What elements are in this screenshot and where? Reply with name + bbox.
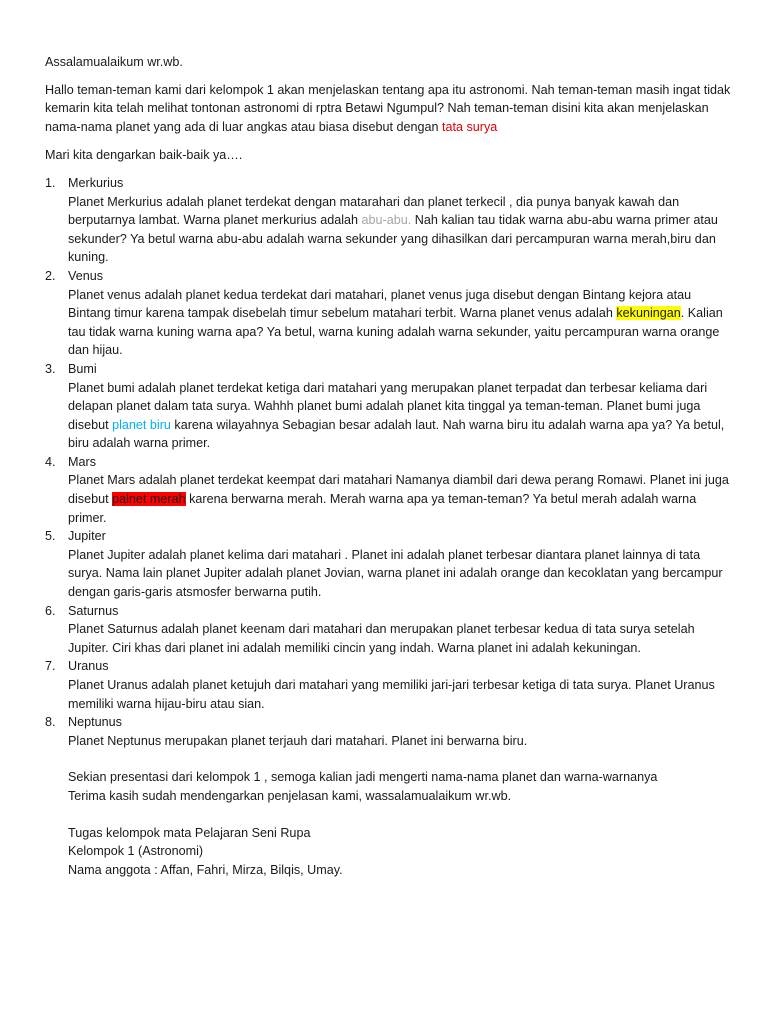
- list-item-uranus: [45, 657, 735, 713]
- list-item-jupiter: [45, 527, 735, 601]
- list-number: 8.: [45, 715, 56, 730]
- list-number: 5.: [45, 529, 56, 544]
- list-number: 7.: [45, 659, 56, 674]
- highlight-kekuningan: kekuningan: [616, 306, 681, 321]
- footer-line-subject: Tugas kelompok mata Pelajaran Seni Rupa: [68, 825, 311, 840]
- planet-description: Planet Saturnus adalah planet keenam dari matahari dan merupakan planet terbesar kedua di tata surya setelah Jupiter. Ciri khas dari planet ini adalah memiliki cincin yang indah. Warna planet ini adalah kekuningan.: [68, 622, 695, 655]
- list-item-venus: [45, 267, 735, 360]
- list-item-neptunus: [45, 713, 735, 750]
- planet-name: Jupiter: [68, 529, 106, 544]
- planet-description: [68, 471, 735, 527]
- description-text: karena wilayahnya Sebagian besar adalah laut. Nah warna biru itu adalah warna apa ya? Ya betul, biru adalah warna primer.: [68, 417, 725, 451]
- description-text: Nah kalian tau tidak warna abu-abu warna primer atau sekunder? Ya betul warna abu-abu adalah warna sekunder yang dihasilkan dari percampuran warna merah,biru dan kuning.: [68, 213, 718, 265]
- footer-line-group: Kelompok 1 (Astronomi): [68, 844, 204, 859]
- footer-line-members: Nama anggota : Affan, Fahri, Mirza, Bilqis, Umay.: [68, 862, 343, 877]
- list-item-merkurius: [45, 174, 735, 267]
- greeting: Assalamualaikum wr.wb.: [45, 55, 183, 69]
- intro-text: Hallo teman-teman kami dari kelompok 1 akan menjelaskan tentang apa itu astronomi. Nah teman-teman masih ingat tidak kemarin kita telah melihat tontonan astronomi di rptra Betawi Ngumpul? Nah teman-teman disini kita akan menjelaskan nama-nama planet yang ada di luar angkas atau biasa disebut dengan: [45, 82, 731, 134]
- document-page: [45, 53, 735, 879]
- planet-description: [68, 286, 735, 360]
- planet-description: Planet Neptunus merupakan planet terjauh dari matahari. Planet ini berwarna biru.: [68, 733, 528, 748]
- planet-list: [45, 174, 735, 750]
- planet-name: Neptunus: [68, 715, 122, 730]
- highlight-planet-biru: planet biru: [112, 417, 171, 432]
- planet-name: Mars: [68, 454, 96, 469]
- footer-credits: [45, 824, 735, 880]
- planet-name: Saturnus: [68, 603, 119, 618]
- planet-name: Uranus: [68, 659, 109, 674]
- list-number: 4.: [45, 454, 56, 469]
- list-number: 6.: [45, 603, 56, 618]
- description-text: . Kalian tau tidak warna kuning warna apa? Ya betul, warna kuning adalah warna sekunder, yaitu percampuran warna orange dan hijau.: [68, 306, 723, 358]
- list-number: 3.: [45, 361, 56, 376]
- list-item-saturnus: [45, 602, 735, 658]
- description-text: Planet bumi adalah planet terdekat ketiga dari matahari yang merupakan planet terpadat dan terbesar keliama dari delapan planet dalam tata surya. Wahhh planet bumi adalah planet kita tinggal ya teman-teman. Planet bumi juga disebut: [68, 380, 708, 432]
- invite-line: Mari kita dengarkan baik-baik ya….: [45, 148, 243, 163]
- planet-name: Bumi: [68, 361, 97, 376]
- description-text: Planet Mars adalah planet terdekat keempat dari matahari Namanya diambil dari dewa perang Romawi. Planet ini juga disebut: [68, 473, 729, 507]
- list-number: 1.: [45, 175, 56, 190]
- highlight-abu-abu: abu-abu.: [361, 213, 412, 228]
- planet-description: Planet Jupiter adalah planet kelima dari matahari . Planet ini adalah planet terbesar diantara planet lainnya di tata surya. Nama lain planet Jupiter adalah planet Jovian, warna planet ini adalah orange dan kecoklatan yang bercampur dengan garis-garis atsmosfer berwarna putih.: [68, 547, 723, 600]
- list-item-bumi: [45, 360, 735, 453]
- planet-name: Merkurius: [68, 175, 124, 190]
- intro-paragraph: [45, 81, 735, 137]
- planet-description: [68, 379, 735, 453]
- closing-line: Sekian presentasi dari kelompok 1 , semoga kalian jadi mengerti nama-nama planet dan warna-warnanya: [68, 770, 658, 785]
- planet-name: Venus: [68, 268, 104, 283]
- planet-description: [68, 193, 735, 267]
- planet-description: Planet Uranus adalah planet ketujuh dari matahari yang memiliki jari-jari terbesar ketiga di tata surya. Planet Uranus memiliki warna hijau-biru atau sian.: [68, 678, 715, 711]
- description-text: Planet Merkurius adalah planet terdekat dengan matarahari dan planet terkecil , dia punya banyak kawah dan berputarnya lambat. Warna planet merkurius adalah: [68, 194, 680, 228]
- list-item-mars: [45, 453, 735, 527]
- list-number: 2.: [45, 268, 56, 283]
- highlight-palnet-merah: palnet merah: [112, 492, 186, 507]
- description-text: Planet venus adalah planet kedua terdekat dari matahari, planet venus juga disebut dengan Bintang kejora atau Bintang timur karena tampak disebelah timur sebelum matahari terbit. Warna planet venus adalah: [68, 287, 692, 321]
- closing-line: Terima kasih sudah mendengarkan penjelasan kami, wassalamualaikum wr.wb.: [68, 788, 512, 803]
- intro-highlight-tata-surya: tata surya: [442, 119, 498, 134]
- closing-section: [45, 768, 735, 805]
- description-text: karena berwarna merah. Merah warna apa ya teman-teman? Ya betul merah adalah warna primer.: [68, 492, 697, 525]
